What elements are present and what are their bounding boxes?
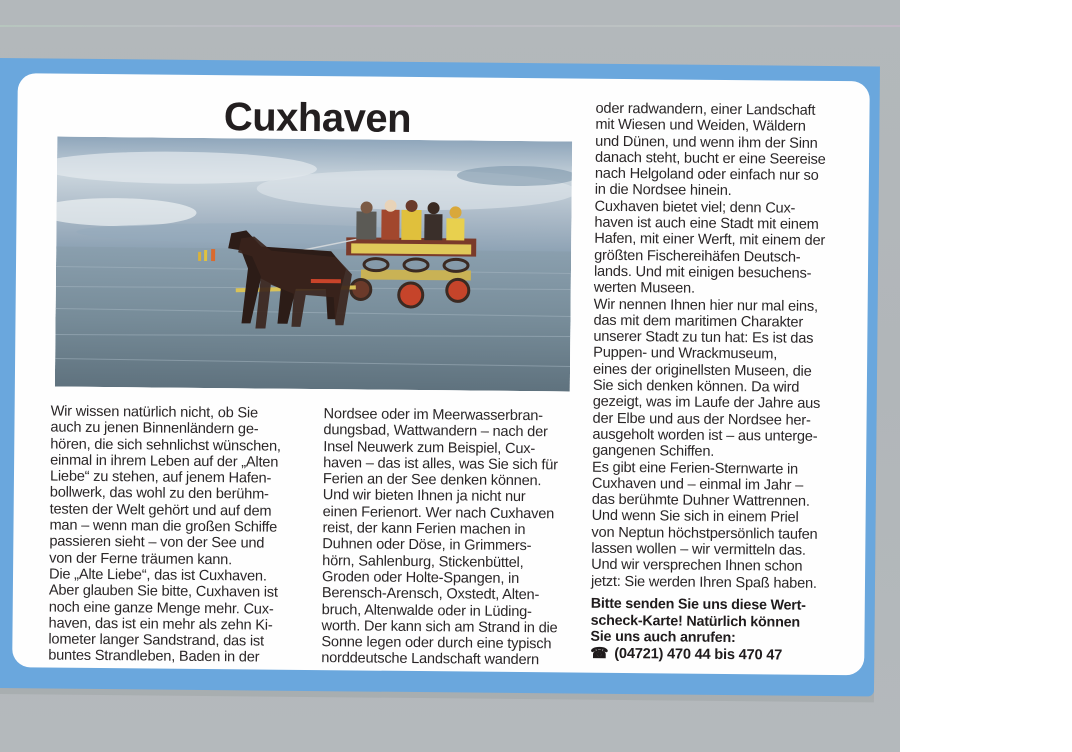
text-line: Puppen- und Wrackmuseum,	[593, 345, 778, 363]
text-line: Berensch-Arensch, Oxstedt, Alten-	[321, 585, 540, 604]
text-line: reist, der kann Ferien machen in	[322, 520, 526, 539]
text-line: Nordsee oder im Meerwasserbran-	[323, 406, 543, 425]
text-line: Die „Alte Liebe“, das ist Cuxhaven.	[48, 566, 267, 585]
text-line: einen Ferienort. Wer nach Cuxhaven	[322, 503, 555, 523]
text-line: auch zu jenen Binnenländern ge-	[50, 419, 259, 438]
text-line: größten Fischereihäfen Deutsch-	[594, 247, 801, 266]
postcard	[0, 58, 880, 696]
text-line: Es gibt eine Ferien-Sternwarte in	[592, 459, 799, 478]
text-line: einmal in ihrem Leben auf der „Alten	[50, 452, 279, 471]
cta-line: Bitte senden Sie uns diese Wert-	[590, 595, 806, 614]
text-line: haven – das ist alles, was Sie sich für	[323, 455, 558, 474]
page-title: Cuxhaven	[223, 95, 412, 141]
text-line: lometer langer Sandstrand, das ist	[48, 631, 264, 650]
text-line: das mit dem maritimen Charakter	[593, 312, 804, 331]
text-line: nach Helgoland oder einfach nur so	[594, 165, 819, 185]
text-line: dungsbad, Wattwandern – nach der	[323, 422, 548, 441]
text-line: Wir nennen Ihnen hier nur mal eins,	[593, 296, 818, 315]
text-line: worth. Der kann sich am Strand in die	[321, 617, 558, 637]
text-line: testen der Welt gehört und auf dem	[49, 501, 272, 520]
text-line: von der Ferne träumen kann.	[49, 550, 233, 568]
text-column-3	[590, 101, 855, 664]
text-line: gezeigt, was im Laufe der Jahre aus	[592, 394, 821, 413]
text-column-1	[48, 404, 310, 667]
text-line: in die Nordsee hinein.	[594, 182, 732, 200]
text-line: haven ist auch eine Stadt mit einem	[594, 214, 819, 233]
text-line: danach steht, bucht er eine Seereise	[594, 149, 826, 168]
cta-line: scheck-Karte! Natürlich können	[590, 612, 801, 631]
text-line: Cuxhaven und – einmal im Jahr –	[591, 475, 804, 494]
text-line: hören, die sich sehnlichst wünschen,	[50, 436, 281, 455]
text-line: Liebe“ zu stehen, auf jenem Hafen-	[49, 468, 272, 487]
photo-horse-carriage	[55, 137, 572, 392]
text-line: Sie sich denken können. Da wird	[592, 377, 800, 396]
text-line: Hafen, mit einer Werft, mit einem der	[594, 231, 826, 250]
text-line: Aber glauben Sie bitte, Cuxhaven ist	[48, 582, 278, 601]
phone-number: (04721) 470 44 bis 470 47	[614, 645, 783, 664]
text-line: eines der originellsten Museen, die	[592, 361, 812, 380]
text-line: das berühmte Duhner Wattrennen.	[591, 491, 810, 510]
text-line: jetzt: Sie werden Ihren Spaß haben.	[590, 573, 817, 592]
text-line: unserer Stadt zu tun hat: Es ist das	[593, 328, 814, 347]
scan-artifact-line	[0, 25, 900, 27]
call-to-action	[590, 596, 850, 648]
text-line: oder radwandern, einer Landschaft	[595, 100, 816, 119]
phone-number-line	[590, 645, 850, 664]
text-line: Und wir versprechen Ihnen schon	[591, 557, 803, 576]
postcard-panel	[12, 73, 870, 675]
text-line: Und wenn Sie sich in einem Priel	[591, 508, 799, 527]
text-line: passieren sieht – von der See und	[49, 533, 265, 552]
text-line: werten Museen.	[593, 279, 695, 297]
text-line: Groden oder Holte-Spangen, in	[321, 569, 520, 587]
text-line: Insel Neuwerk zum Beispiel, Cux-	[323, 438, 536, 457]
text-line: Ferien an der See denken können.	[322, 471, 542, 490]
text-line: ausgeholt worden ist – aus unterge-	[592, 426, 818, 445]
text-line: hörn, Sahlenburg, Stickenbüttel,	[322, 552, 524, 571]
text-line: mit Wiesen und Weiden, Wäldern	[595, 117, 806, 136]
text-line: lands. Und mit einigen besuchens-	[593, 263, 812, 282]
cta-line: Sie uns auch anrufen:	[590, 628, 736, 647]
text-line: Wir wissen natürlich nicht, ob Sie	[50, 403, 259, 422]
text-line: noch eine ganze Menge mehr. Cux-	[48, 599, 274, 618]
text-line: gangenen Schiffen.	[592, 442, 715, 461]
telephone-icon: ☎	[590, 645, 609, 662]
text-line: norddeutsche Landschaft wandern	[321, 650, 540, 669]
text-line: Cuxhaven bietet viel; denn Cux-	[594, 198, 796, 217]
text-line: Und wir bieten Ihnen ja nicht nur	[322, 487, 526, 506]
text-column-2	[321, 406, 583, 669]
text-line: lassen wollen – wir vermitteln das.	[591, 540, 806, 559]
text-line: bruch, Altenwalde oder in Lüding-	[321, 601, 532, 620]
text-line: der Elbe und aus der Nordsee her-	[592, 410, 811, 429]
text-line: haven, das ist ein mehr als zehn Ki-	[48, 615, 273, 634]
text-line: Sonne legen oder durch eine typisch	[321, 634, 552, 653]
text-line: buntes Strandleben, Baden in der	[48, 647, 260, 666]
text-line: bollwerk, das wohl zu den berühm-	[49, 484, 269, 504]
text-line: man – wenn man die großen Schiffe	[49, 517, 278, 536]
text-line: und Dünen, und wenn ihm der Sinn	[595, 133, 818, 152]
text-line: Duhnen oder Döse, in Grimmers-	[322, 536, 532, 555]
text-line: von Neptun höchstpersönlich taufen	[591, 524, 818, 543]
